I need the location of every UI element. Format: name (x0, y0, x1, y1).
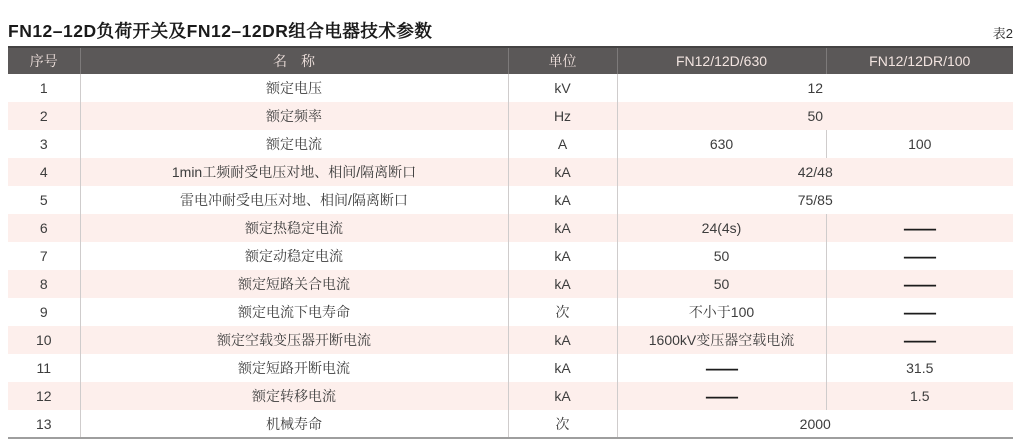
param-value-d630: 1600kV变压器空载电流 (617, 326, 826, 354)
header-unit: 单位 (508, 47, 617, 74)
table-row (8, 186, 1013, 214)
param-value-d630: 630 (617, 130, 826, 158)
param-value-d630: 不小于100 (617, 298, 826, 326)
param-value-d630-not-applicable: — (617, 382, 826, 410)
param-unit: kA (508, 326, 617, 354)
param-name: 额定热稳定电流 (80, 214, 508, 242)
param-value-dr100-not-applicable: — (826, 298, 1013, 326)
param-unit: kA (508, 158, 617, 186)
row-index: 12 (8, 382, 80, 410)
param-value-dr100-not-applicable: — (826, 242, 1013, 270)
param-value-dr100-not-applicable: — (826, 270, 1013, 298)
row-index: 9 (8, 298, 80, 326)
header-index: 序号 (8, 47, 80, 74)
param-name: 雷电冲耐受电压对地、相间/隔离断口 (80, 186, 508, 214)
header-model-fn12-12d-630: FN12/12D/630 (617, 47, 826, 74)
table-row (8, 382, 1013, 410)
param-value-dr100: 31.5 (826, 354, 1013, 382)
table-row (8, 158, 1013, 186)
param-value-merged: 2000 (617, 410, 1013, 438)
param-value-dr100-not-applicable: — (826, 326, 1013, 354)
row-index: 6 (8, 214, 80, 242)
table-row (8, 298, 1013, 326)
param-value-merged: 75/85 (617, 186, 1013, 214)
table-row (8, 74, 1013, 102)
param-unit: kA (508, 186, 617, 214)
param-name: 1min工频耐受电压对地、相间/隔离断口 (80, 158, 508, 186)
param-unit: kA (508, 242, 617, 270)
table-row (8, 242, 1013, 270)
param-name: 额定动稳定电流 (80, 242, 508, 270)
param-unit: 次 (508, 410, 617, 438)
param-name: 额定转移电流 (80, 382, 508, 410)
param-name: 额定电流 (80, 130, 508, 158)
param-name: 额定频率 (80, 102, 508, 130)
param-name: 额定短路开断电流 (80, 354, 508, 382)
param-value-dr100: 100 (826, 130, 1013, 158)
param-value-merged: 12 (617, 74, 1013, 102)
table-row (8, 130, 1013, 158)
param-unit: kV (508, 74, 617, 102)
table-row (8, 102, 1013, 130)
page-title: FN12–12D负荷开关及FN12–12DR组合电器技术参数 (8, 21, 433, 41)
param-value-dr100: 1.5 (826, 382, 1013, 410)
row-index: 11 (8, 354, 80, 382)
param-unit: kA (508, 270, 617, 298)
header-model-fn12-12dr-100: FN12/12DR/100 (826, 47, 1013, 74)
param-unit: 次 (508, 298, 617, 326)
table-row (8, 326, 1013, 354)
row-index: 10 (8, 326, 80, 354)
param-unit: kA (508, 214, 617, 242)
table-row (8, 214, 1013, 242)
param-name: 机械寿命 (80, 410, 508, 438)
param-value-d630: 24(4s) (617, 214, 826, 242)
param-unit: A (508, 130, 617, 158)
row-index: 13 (8, 410, 80, 438)
param-value-d630: 50 (617, 242, 826, 270)
param-unit: kA (508, 354, 617, 382)
row-index: 4 (8, 158, 80, 186)
title-row (8, 6, 1013, 46)
table-header-row (8, 47, 1013, 74)
table-row (8, 270, 1013, 298)
table-row (8, 410, 1013, 438)
table-row (8, 354, 1013, 382)
param-unit: kA (508, 382, 617, 410)
param-name: 额定电压 (80, 74, 508, 102)
param-name: 额定空载变压器开断电流 (80, 326, 508, 354)
param-value-merged: 42/48 (617, 158, 1013, 186)
param-name: 额定电流下电寿命 (80, 298, 508, 326)
header-name: 名 称 (80, 47, 508, 74)
row-index: 3 (8, 130, 80, 158)
row-index: 1 (8, 74, 80, 102)
row-index: 5 (8, 186, 80, 214)
param-value-dr100-not-applicable: — (826, 214, 1013, 242)
table-number-label: 表2 (992, 26, 1013, 41)
param-value-d630: 50 (617, 270, 826, 298)
param-value-d630-not-applicable: — (617, 354, 826, 382)
param-value-merged: 50 (617, 102, 1013, 130)
param-unit: Hz (508, 102, 617, 130)
row-index: 2 (8, 102, 80, 130)
row-index: 8 (8, 270, 80, 298)
parameters-table (8, 46, 1013, 439)
param-name: 额定短路关合电流 (80, 270, 508, 298)
row-index: 7 (8, 242, 80, 270)
